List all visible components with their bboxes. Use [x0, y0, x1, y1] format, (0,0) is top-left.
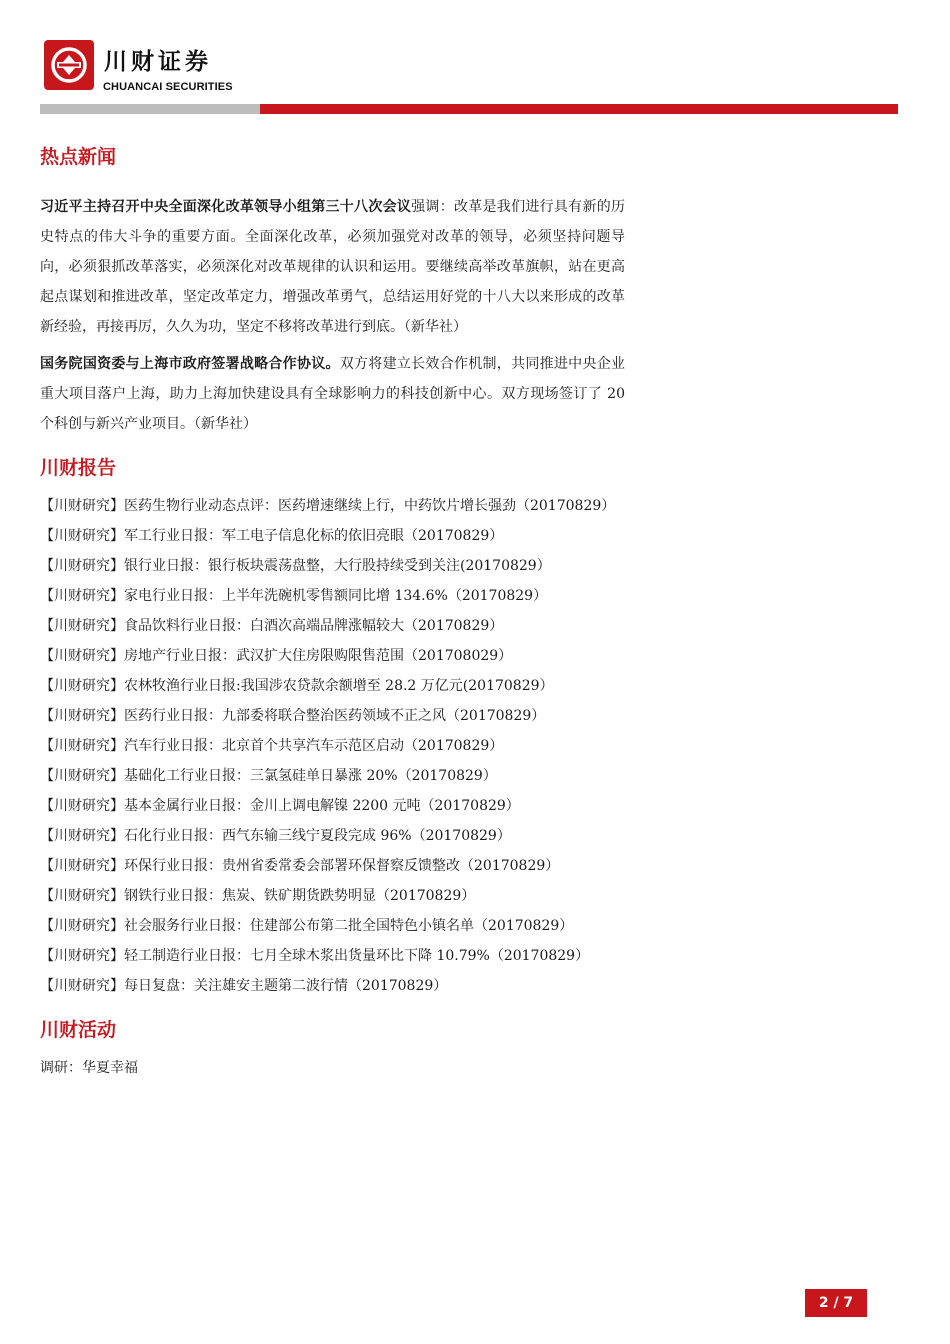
- chuancai-logo-icon: [44, 40, 94, 90]
- report-item[interactable]: 【川财研究】钢铁行业日报：焦炭、铁矿期货跌势明显（20170829）: [40, 888, 476, 904]
- section-title-hot-news: 热点新闻: [40, 146, 117, 168]
- activity-text: 调研：华夏幸福: [40, 1060, 138, 1076]
- report-item[interactable]: 【川财研究】石化行业日报：西气东输三线宁夏段完成 96%（20170829）: [40, 828, 511, 844]
- report-item[interactable]: 【川财研究】每日复盘：关注雄安主题第二波行情（20170829）: [40, 978, 448, 994]
- report-list: [40, 491, 625, 1001]
- report-item[interactable]: 【川财研究】基本金属行业日报：金川上调电解镍 2200 元吨（20170829）: [40, 798, 520, 814]
- header-rule-gray: [40, 104, 260, 114]
- news-headline: 习近平主持召开中央全面深化改革领导小组第三十八次会议: [40, 199, 412, 215]
- page-number-badge: 2 / 7: [805, 1289, 867, 1317]
- report-item[interactable]: 【川财研究】医药生物行业动态点评：医药增速继续上行，中药饮片增长强劲（20170829）: [40, 498, 616, 514]
- news-item: [40, 349, 625, 439]
- report-item[interactable]: 【川财研究】农林牧渔行业日报:我国涉农贷款余额增至 28.2 万亿元(20170829）: [40, 678, 554, 694]
- brand-name-en: CHUANCAI SECURITIES: [103, 81, 233, 93]
- news-body: 强调：改革是我们进行具有新的历史特点的伟大斗争的重要方面。全面深化改革，必须加强党对改革的领导，必须坚持问题导向，必须狠抓改革落实，必须深化对改革规律的认识和运用。要继续高举改革旗帜，站在更高起点谋划和推进改革，坚定改革定力，增强改革勇气，总结运用好党的十八大以来形成的改革新经验，再接再厉，久久为功，坚定不移将改革进行到底。（新华社）: [40, 199, 626, 335]
- section-title-reports: 川财报告: [40, 457, 117, 479]
- section-title-activities: 川财活动: [40, 1019, 117, 1041]
- news-body: 双方将建立长效合作机制，共同推进中央企业重大项目落户上海，助力上海加快建设具有全球影响力的科技创新中心。双方现场签订了 20 个科创与新兴产业项目。（新华社）: [40, 356, 626, 432]
- news-item: [40, 192, 625, 342]
- brand-name-cn: 川财证券: [104, 49, 212, 75]
- report-item[interactable]: 【川财研究】基础化工行业日报：三氯氢硅单日暴涨 20%（20170829）: [40, 768, 497, 784]
- report-item[interactable]: 【川财研究】房地产行业日报：武汉扩大住房限购限售范围（201708029）: [40, 648, 513, 664]
- news-headline: 国务院国资委与上海市政府签署战略合作协议。: [40, 356, 340, 372]
- header-rule-red: [260, 104, 898, 114]
- page-content: [40, 140, 625, 1083]
- report-item[interactable]: 【川财研究】银行业日报：银行板块震荡盘整，大行股持续受到关注(20170829）: [40, 558, 551, 574]
- report-item[interactable]: 【川财研究】汽车行业日报：北京首个共享汽车示范区启动（20170829）: [40, 738, 504, 754]
- report-item[interactable]: 【川财研究】轻工制造行业日报：七月全球木浆出货量环比下降 10.79%（20170829）: [40, 948, 590, 964]
- report-item[interactable]: 【川财研究】社会服务行业日报：住建部公布第二批全国特色小镇名单（20170829）: [40, 918, 574, 934]
- report-item[interactable]: 【川财研究】军工行业日报：军工电子信息化标的依旧亮眼（20170829）: [40, 528, 504, 544]
- page-header: [0, 0, 950, 118]
- report-item[interactable]: 【川财研究】食品饮料行业日报：白酒次高端品牌涨幅较大（20170829）: [40, 618, 504, 634]
- report-item[interactable]: 【川财研究】家电行业日报：上半年洗碗机零售额同比增 134.6%（20170829）: [40, 588, 548, 604]
- report-item[interactable]: 【川财研究】环保行业日报：贵州省委常委会部署环保督察反馈整改（20170829）: [40, 858, 560, 874]
- report-item[interactable]: 【川财研究】医药行业日报：九部委将联合整治医药领域不正之风（20170829）: [40, 708, 546, 724]
